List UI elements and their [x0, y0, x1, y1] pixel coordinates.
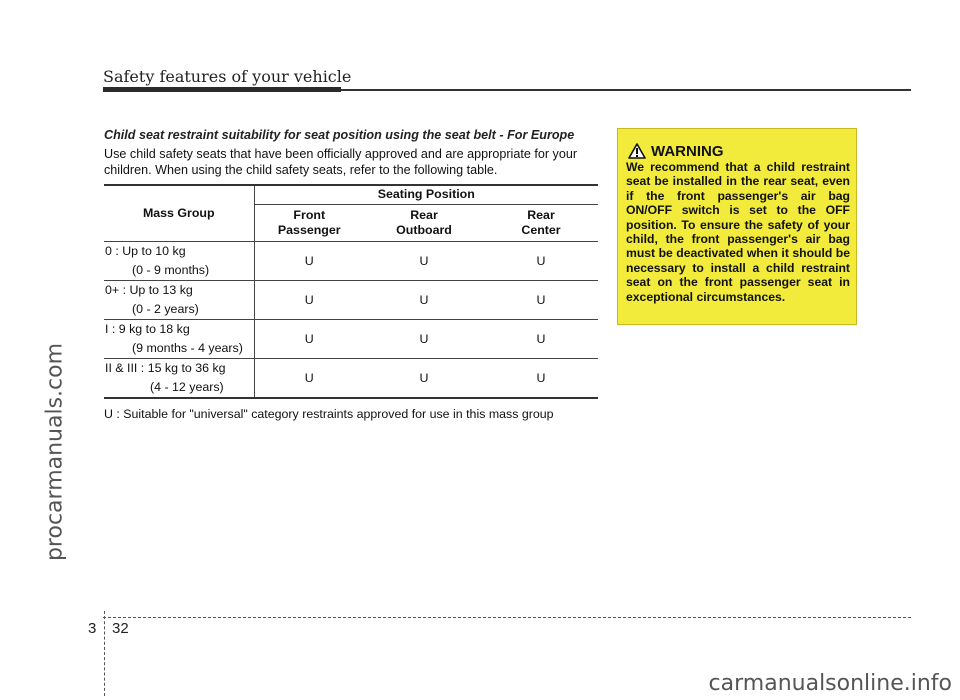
value-cell: U	[364, 358, 484, 398]
mass-group-header: Mass Group	[104, 185, 254, 241]
value-cell: U	[484, 358, 598, 398]
table-row	[104, 358, 598, 398]
mass-group-cell	[104, 280, 254, 319]
mass-group-line2: (0 - 9 months)	[132, 262, 210, 277]
value-cell: U	[254, 319, 364, 358]
table-row	[104, 280, 598, 319]
mass-group-line1: 0+ : Up to 13 kg	[105, 282, 193, 297]
value-cell: U	[254, 280, 364, 319]
warning-title: WARNING	[651, 143, 724, 160]
table-row	[104, 319, 598, 358]
column-header-rear-center	[484, 204, 598, 241]
value-cell: U	[364, 280, 484, 319]
mass-group-line2: (9 months - 4 years)	[132, 340, 243, 355]
mass-group-cell	[104, 319, 254, 358]
value-cell: U	[484, 280, 598, 319]
warning-triangle-icon	[628, 143, 646, 159]
sub-heading: Child seat restraint suitability for seat position using the seat belt - For Europe	[104, 128, 575, 142]
mass-group-line2: (4 - 12 years)	[150, 379, 224, 394]
suitability-table	[104, 184, 598, 399]
footer-vertical-divider	[104, 611, 105, 696]
column-header-line2: Outboard	[396, 222, 452, 237]
column-header-line1: Front	[293, 207, 326, 222]
table-row	[104, 241, 598, 280]
mass-group-cell	[104, 358, 254, 398]
warning-text: We recommend that a child restraint seat be installed in the rear seat, even if the front passenger's air bag ON/OFF switch is set to the OFF position. To ensure the safety of your child, the front passenger's air bag must be deactivated when it should be necessary to install a child restraint seat on the front passenger seat in exceptional circumstances.	[626, 160, 850, 304]
intro-paragraph: Use child safety seats that have been officially approved and are appropriate for your children. When using the child safety seats, refer to the following table.	[104, 147, 578, 177]
chapter-number: 3	[88, 620, 97, 637]
value-cell: U	[364, 319, 484, 358]
column-header-line2: Passenger	[277, 222, 341, 237]
table-legend: U : Suitable for "universal" category restraints approved for use in this mass group	[104, 407, 554, 421]
mass-group-line1: 0 : Up to 10 kg	[105, 243, 186, 258]
value-cell: U	[484, 319, 598, 358]
page-number: 32	[112, 620, 129, 637]
watermark-left: procarmanuals.com	[42, 342, 68, 562]
column-header-front-passenger	[254, 204, 364, 241]
column-header-line1: Rear	[527, 207, 555, 222]
value-cell: U	[484, 241, 598, 280]
mass-group-cell	[104, 241, 254, 280]
value-cell: U	[254, 358, 364, 398]
section-title: Safety features of your vehicle	[103, 67, 352, 86]
value-cell: U	[254, 241, 364, 280]
mass-group-line1: II & III : 15 kg to 36 kg	[105, 360, 226, 375]
seating-position-header: Seating Position	[254, 185, 598, 204]
header-accent-bar	[103, 87, 341, 92]
column-header-line1: Rear	[410, 207, 438, 222]
value-cell: U	[364, 241, 484, 280]
watermark-bottom: carmanualsonline.info	[708, 671, 952, 696]
mass-group-line1: I : 9 kg to 18 kg	[105, 321, 190, 336]
footer-divider	[103, 617, 911, 618]
column-header-rear-outboard	[364, 204, 484, 241]
column-header-line2: Center	[521, 222, 561, 237]
mass-group-line2: (0 - 2 years)	[132, 301, 199, 316]
